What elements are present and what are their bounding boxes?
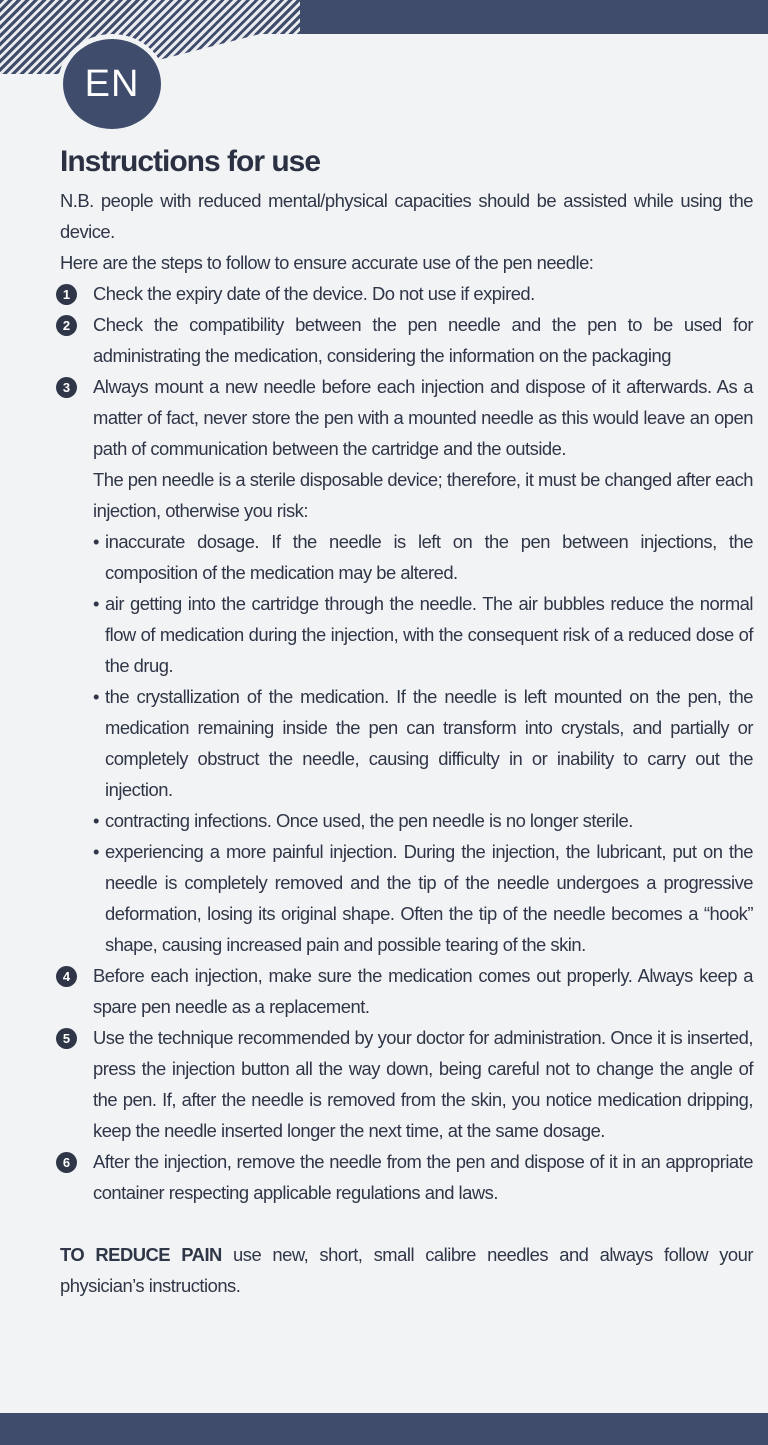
step-number-icon: 6 [56, 1152, 77, 1173]
risk-item: • experiencing a more painful injection. During the injection, the lubricant, put on the needle is completely removed and the tip of the needle undergoes a progressive deformation, losing its original shape. Often the tip of the needle becomes a “hook” shape, causing increased pain and possible tearing of the skin. [93, 836, 753, 960]
steps-list [60, 278, 753, 1208]
language-badge: EN [58, 34, 166, 134]
intro-steps-lead: Here are the steps to follow to ensure accurate use of the pen needle: [60, 252, 594, 273]
step-text: Before each injection, make sure the medication comes out properly. Always keep a spare pen needle as a replacement. [93, 965, 753, 1017]
instructions-content [60, 143, 753, 1301]
risk-list [93, 526, 753, 960]
reduce-pain-label: TO REDUCE PAIN [60, 1244, 222, 1265]
risk-item: • the crystallization of the medication. If the needle is left mounted on the pen, the medication remaining inside the pen can transform into crystals, and partially or completely obstruct the needle, causing difficulty in or inability to carry out the injection. [93, 681, 753, 805]
step-item [60, 278, 753, 309]
risk-item: • air getting into the cartridge through the needle. The air bubbles reduce the normal flow of medication during the injection, with the consequent risk of a reduced dose of the drug. [93, 588, 753, 681]
top-stripe-band [0, 0, 768, 34]
step-text: Check the expiry date of the device. Do not use if expired. [93, 283, 535, 304]
reduce-pain-note [60, 1239, 753, 1301]
step-item [60, 309, 753, 371]
page-title: Instructions for use [60, 145, 321, 178]
bottom-band [0, 1413, 768, 1445]
step-text: Always mount a new needle before each injection and dispose of it afterwards. As a matter of fact, never store the pen with a mounted needle as this would leave an open path of communication between the cartridge and the outside. [93, 376, 753, 459]
step-text-continued: The pen needle is a sterile disposable device; therefore, it must be changed after each injection, otherwise you risk: [93, 469, 753, 521]
step-text: Use the technique recommended by your doctor for administration. Once it is inserted, press the injection button all the way down, being careful not to change the angle of the pen. If, after the needle is removed from the skin, you notice medication dripping, keep the needle inserted longer the next time, at the same dosage. [93, 1027, 753, 1141]
step-number-icon: 4 [56, 966, 77, 987]
step-item [60, 1146, 753, 1208]
risk-item: • inaccurate dosage. If the needle is left on the pen between injections, the composition of the medication may be altered. [93, 526, 753, 588]
step-item [60, 960, 753, 1022]
step-number-icon: 3 [56, 377, 77, 398]
step-item [60, 371, 753, 960]
step-text: Check the compatibility between the pen needle and the pen to be used for administrating the medication, considering the information on the packaging [93, 314, 753, 366]
step-number-icon: 2 [56, 315, 77, 336]
reduce-pain-text: use new, short, small calibre needles and always follow your physician’s instructions. [60, 1244, 754, 1296]
risk-item: • contracting infections. Once used, the pen needle is no longer sterile. [93, 805, 753, 836]
step-text: After the injection, remove the needle from the pen and dispose of it in an appropriate container respecting applicable regulations and laws. [93, 1151, 753, 1203]
intro-note: N.B. people with reduced mental/physical capacities should be assisted while using the device. [60, 190, 753, 242]
step-item [60, 1022, 753, 1146]
step-number-icon: 5 [56, 1028, 77, 1049]
step-number-icon: 1 [56, 284, 77, 305]
